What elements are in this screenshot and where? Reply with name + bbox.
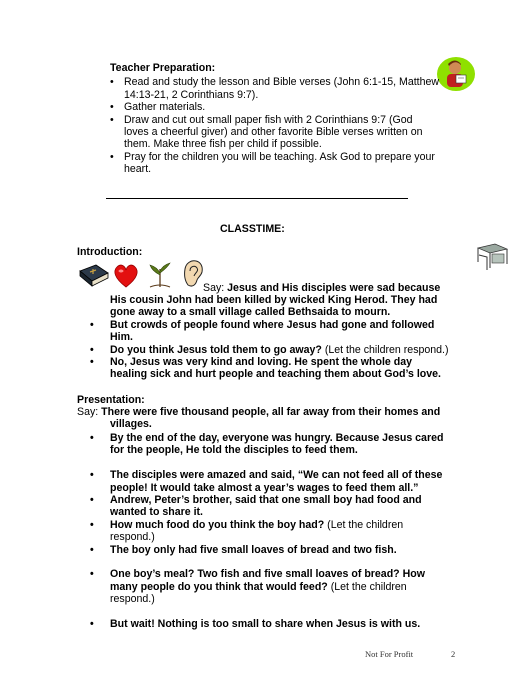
presentation-body [90, 432, 450, 631]
intro-list [90, 318, 450, 381]
say-text: There were five thousand people, all far away from their homes and [101, 406, 441, 418]
list-item: • The boy only had five small loaves of bread and two fish. [90, 543, 397, 556]
list-item: • But crowds of people found where Jesus had gone and followed Him. [90, 318, 435, 344]
page-number: 2 [451, 649, 456, 659]
list-item: • Do you think Jesus told them to go away? (Let the children respond.) [90, 343, 449, 356]
list-item: • By the end of the day, everyone was hungry. Because Jesus cared for the people, He told the disciples to feed them. [90, 432, 444, 457]
bible-icon [78, 263, 110, 289]
say-text: Jesus and His disciples were sad because [227, 282, 441, 294]
sprout-icon [146, 261, 174, 289]
list-item: • The disciples were amazed and said, “We can not feed all of these people! It would take almost a year’s wages to feed them all.” [90, 469, 443, 494]
teacher-preparation-section [110, 62, 440, 176]
say-text-continued: His cousin John had been killed by wicked King Herod. They had gone away to a small village called Bethsaida to mourn. [110, 294, 438, 319]
list-item: • Pray for the children you will be teaching. Ask God to prepare your heart. [110, 151, 440, 176]
say-label: Say: [77, 406, 99, 418]
heart-icon [112, 263, 140, 289]
spacer [110, 457, 450, 469]
prep-title: Teacher Preparation: [110, 62, 216, 74]
divider-line [106, 198, 408, 199]
say-label: Say: [203, 282, 225, 294]
list-item: • One boy’s meal? Two fish and five small loaves of bread? How many people do you think that would feed? (Let the children respond.) [90, 568, 425, 606]
list-item: • Andrew, Peter’s brother, said that one small boy had food and wanted to share it. [90, 494, 422, 519]
presentation-say-line [77, 406, 447, 431]
prep-list [110, 76, 440, 175]
list-item: • Gather materials. [110, 101, 440, 113]
teacher-icon [436, 56, 476, 92]
intro-say-line [203, 282, 443, 294]
spacer [110, 606, 450, 618]
classtime-heading: CLASSTIME: [220, 223, 285, 235]
list-item: • How much food do you think the boy had? (Let the children respond.) [90, 518, 404, 544]
introduction-heading: Introduction: [77, 246, 143, 258]
lesson-icons [78, 259, 218, 291]
list-item: • Draw and cut out small paper fish with 2 Corinthians 9:7 (God loves a cheerful giver) and other favorite Bible verses written on them. Make three fish per child if possible. [110, 114, 440, 151]
footer-label: Not For Profit [365, 649, 414, 659]
list-item: • But wait! Nothing is too small to share when Jesus is with us. [90, 618, 421, 631]
list-item: • Read and study the lesson and Bible verses (John 6:1-15, Matthew 14:13-21, 2 Corinthians 9:7). [110, 76, 440, 101]
presentation-list [90, 432, 450, 631]
list-item: • No, Jesus was very kind and loving. He spent the whole day healing sick and hurt people and teaching them about God’s love. [90, 356, 442, 381]
say-text-continued: villages. [110, 418, 152, 431]
spacer [110, 556, 450, 568]
presentation-heading: Presentation: [77, 394, 145, 406]
ear-icon [182, 259, 204, 289]
desk-icon [475, 240, 509, 272]
intro-body [90, 294, 450, 381]
